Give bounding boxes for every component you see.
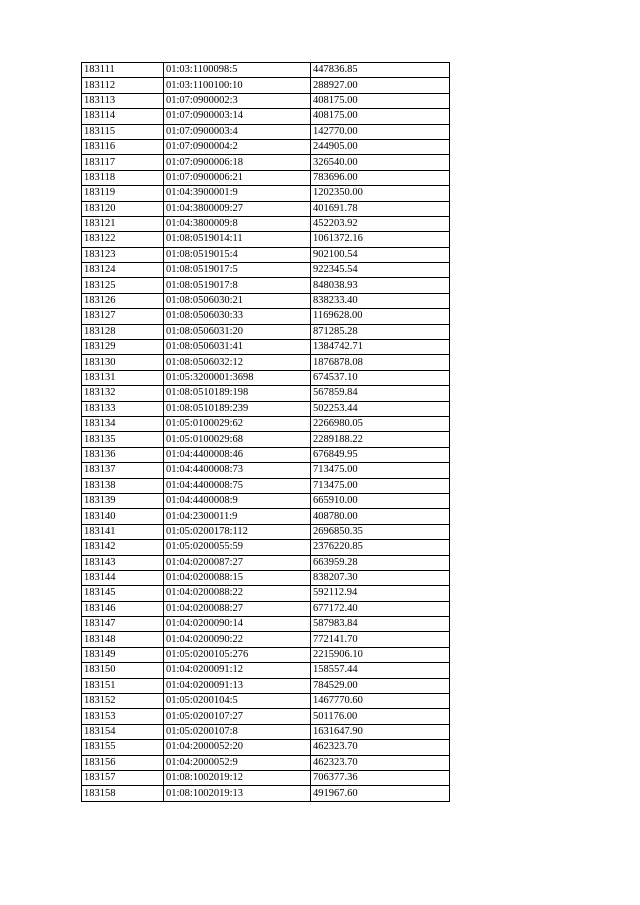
cadastral-number-cell: 01:04:0200091:13	[164, 678, 311, 693]
amount-cell: 663959.28	[311, 555, 450, 570]
amount-cell: 447836.85	[311, 63, 450, 78]
table-row	[82, 647, 450, 662]
amount-cell: 1169628.00	[311, 309, 450, 324]
amount-cell: 706377.36	[311, 770, 450, 785]
record-id-cell: 183129	[82, 340, 164, 355]
record-id-cell: 183120	[82, 201, 164, 216]
cadastral-number-cell: 01:07:0900002:3	[164, 93, 311, 108]
table-row	[82, 678, 450, 693]
record-id-cell: 183126	[82, 293, 164, 308]
table-row	[82, 586, 450, 601]
cadastral-number-cell: 01:04:4400008:73	[164, 463, 311, 478]
table-row	[82, 463, 450, 478]
table-row	[82, 139, 450, 154]
cadastral-number-cell: 01:07:0900006:18	[164, 155, 311, 170]
table-row	[82, 786, 450, 801]
cadastral-number-cell: 01:04:0200090:22	[164, 632, 311, 647]
amount-cell: 587983.84	[311, 617, 450, 632]
amount-cell: 288927.00	[311, 78, 450, 93]
record-id-cell: 183125	[82, 278, 164, 293]
amount-cell: 2266980.05	[311, 416, 450, 431]
cadastral-number-cell: 01:08:0519017:5	[164, 263, 311, 278]
amount-cell: 838233.40	[311, 293, 450, 308]
table-row	[82, 617, 450, 632]
amount-cell: 848038.93	[311, 278, 450, 293]
amount-cell: 665910.00	[311, 493, 450, 508]
table-row	[82, 293, 450, 308]
record-id-cell: 183112	[82, 78, 164, 93]
amount-cell: 567859.84	[311, 386, 450, 401]
record-id-cell: 183157	[82, 770, 164, 785]
cadastral-number-cell: 01:05:0200105:276	[164, 647, 311, 662]
records-table-body	[82, 63, 450, 802]
record-id-cell: 183136	[82, 447, 164, 462]
cadastral-number-cell: 01:08:0506031:20	[164, 324, 311, 339]
table-row	[82, 309, 450, 324]
cadastral-number-cell: 01:05:0200055:59	[164, 540, 311, 555]
cadastral-number-cell: 01:08:0506030:33	[164, 309, 311, 324]
record-id-cell: 183150	[82, 663, 164, 678]
table-row	[82, 416, 450, 431]
record-id-cell: 183149	[82, 647, 164, 662]
cadastral-number-cell: 01:08:1002019:13	[164, 786, 311, 801]
table-row	[82, 663, 450, 678]
cadastral-number-cell: 01:08:0510189:198	[164, 386, 311, 401]
cadastral-number-cell: 01:04:4400008:9	[164, 493, 311, 508]
amount-cell: 784529.00	[311, 678, 450, 693]
table-row	[82, 755, 450, 770]
cadastral-number-cell: 01:04:4400008:46	[164, 447, 311, 462]
record-id-cell: 183154	[82, 724, 164, 739]
record-id-cell: 183131	[82, 370, 164, 385]
cadastral-number-cell: 01:04:0200091:12	[164, 663, 311, 678]
table-row	[82, 401, 450, 416]
table-row	[82, 109, 450, 124]
record-id-cell: 183124	[82, 263, 164, 278]
record-id-cell: 183122	[82, 232, 164, 247]
amount-cell: 2376220.85	[311, 540, 450, 555]
table-row	[82, 509, 450, 524]
record-id-cell: 183145	[82, 586, 164, 601]
amount-cell: 2696850.35	[311, 524, 450, 539]
table-row	[82, 432, 450, 447]
table-row	[82, 570, 450, 585]
record-id-cell: 183158	[82, 786, 164, 801]
record-id-cell: 183133	[82, 401, 164, 416]
table-row	[82, 724, 450, 739]
cadastral-number-cell: 01:04:3800009:8	[164, 216, 311, 231]
record-id-cell: 183123	[82, 247, 164, 262]
amount-cell: 1631647.90	[311, 724, 450, 739]
amount-cell: 462323.70	[311, 755, 450, 770]
record-id-cell: 183147	[82, 617, 164, 632]
record-id-cell: 183144	[82, 570, 164, 585]
cadastral-number-cell: 01:05:0200107:27	[164, 709, 311, 724]
table-row	[82, 709, 450, 724]
table-row	[82, 247, 450, 262]
amount-cell: 713475.00	[311, 463, 450, 478]
cadastral-number-cell: 01:08:0519017:8	[164, 278, 311, 293]
record-id-cell: 183130	[82, 355, 164, 370]
cadastral-number-cell: 01:04:0200088:15	[164, 570, 311, 585]
cadastral-number-cell: 01:08:0519014:11	[164, 232, 311, 247]
table-row	[82, 740, 450, 755]
cadastral-number-cell: 01:04:0200088:27	[164, 601, 311, 616]
record-id-cell: 183118	[82, 170, 164, 185]
record-id-cell: 183153	[82, 709, 164, 724]
amount-cell: 401691.78	[311, 201, 450, 216]
amount-cell: 922345.54	[311, 263, 450, 278]
amount-cell: 902100.54	[311, 247, 450, 262]
cadastral-number-cell: 01:05:0200107:8	[164, 724, 311, 739]
table-row	[82, 540, 450, 555]
table-row	[82, 524, 450, 539]
record-id-cell: 183143	[82, 555, 164, 570]
table-row	[82, 493, 450, 508]
amount-cell: 1202350.00	[311, 186, 450, 201]
record-id-cell: 183134	[82, 416, 164, 431]
cadastral-number-cell: 01:07:0900006:21	[164, 170, 311, 185]
cadastral-number-cell: 01:07:0900003:4	[164, 124, 311, 139]
record-id-cell: 183152	[82, 694, 164, 709]
cadastral-number-cell: 01:04:0200090:14	[164, 617, 311, 632]
table-row	[82, 201, 450, 216]
table-row	[82, 694, 450, 709]
record-id-cell: 183117	[82, 155, 164, 170]
record-id-cell: 183116	[82, 139, 164, 154]
cadastral-number-cell: 01:05:0200104:5	[164, 694, 311, 709]
cadastral-number-cell: 01:07:0900004:2	[164, 139, 311, 154]
cadastral-number-cell: 01:05:3200001:3698	[164, 370, 311, 385]
record-id-cell: 183139	[82, 493, 164, 508]
cadastral-number-cell: 01:04:2300011:9	[164, 509, 311, 524]
amount-cell: 408175.00	[311, 93, 450, 108]
record-id-cell: 183140	[82, 509, 164, 524]
amount-cell: 676849.95	[311, 447, 450, 462]
table-row	[82, 155, 450, 170]
table-row	[82, 124, 450, 139]
record-id-cell: 183119	[82, 186, 164, 201]
table-row	[82, 93, 450, 108]
amount-cell: 326540.00	[311, 155, 450, 170]
table-row	[82, 447, 450, 462]
table-row	[82, 78, 450, 93]
record-id-cell: 183146	[82, 601, 164, 616]
cadastral-number-cell: 01:04:0200088:22	[164, 586, 311, 601]
table-row	[82, 555, 450, 570]
amount-cell: 592112.94	[311, 586, 450, 601]
record-id-cell: 183135	[82, 432, 164, 447]
table-row	[82, 370, 450, 385]
cadastral-number-cell: 01:04:4400008:75	[164, 478, 311, 493]
amount-cell: 408175.00	[311, 109, 450, 124]
record-id-cell: 183127	[82, 309, 164, 324]
record-id-cell: 183121	[82, 216, 164, 231]
amount-cell: 713475.00	[311, 478, 450, 493]
cadastral-number-cell: 01:08:0519015:4	[164, 247, 311, 262]
amount-cell: 502253.44	[311, 401, 450, 416]
cadastral-number-cell: 01:08:0506030:21	[164, 293, 311, 308]
table-row	[82, 324, 450, 339]
table-row	[82, 263, 450, 278]
cadastral-number-cell: 01:08:0506031:41	[164, 340, 311, 355]
amount-cell: 408780.00	[311, 509, 450, 524]
cadastral-number-cell: 01:03:1100100:10	[164, 78, 311, 93]
record-id-cell: 183115	[82, 124, 164, 139]
table-row	[82, 386, 450, 401]
amount-cell: 838207.30	[311, 570, 450, 585]
table-row	[82, 478, 450, 493]
record-id-cell: 183142	[82, 540, 164, 555]
record-id-cell: 183114	[82, 109, 164, 124]
amount-cell: 244905.00	[311, 139, 450, 154]
table-row	[82, 186, 450, 201]
amount-cell: 783696.00	[311, 170, 450, 185]
cadastral-number-cell: 01:04:2000052:9	[164, 755, 311, 770]
amount-cell: 1876878.08	[311, 355, 450, 370]
amount-cell: 871285.28	[311, 324, 450, 339]
cadastral-number-cell: 01:08:0510189:239	[164, 401, 311, 416]
record-id-cell: 183141	[82, 524, 164, 539]
table-row	[82, 601, 450, 616]
amount-cell: 501176.00	[311, 709, 450, 724]
cadastral-number-cell: 01:07:0900003:14	[164, 109, 311, 124]
amount-cell: 2289188.22	[311, 432, 450, 447]
amount-cell: 1467770.60	[311, 694, 450, 709]
table-row	[82, 278, 450, 293]
cadastral-number-cell: 01:05:0100029:62	[164, 416, 311, 431]
amount-cell: 674537.10	[311, 370, 450, 385]
record-id-cell: 183155	[82, 740, 164, 755]
record-id-cell: 183137	[82, 463, 164, 478]
table-row	[82, 340, 450, 355]
table-row	[82, 355, 450, 370]
amount-cell: 462323.70	[311, 740, 450, 755]
amount-cell: 491967.60	[311, 786, 450, 801]
record-id-cell: 183128	[82, 324, 164, 339]
cadastral-number-cell: 01:03:1100098:5	[164, 63, 311, 78]
cadastral-number-cell: 01:08:1002019:12	[164, 770, 311, 785]
record-id-cell: 183132	[82, 386, 164, 401]
record-id-cell: 183138	[82, 478, 164, 493]
table-row	[82, 632, 450, 647]
cadastral-number-cell: 01:05:0200178:112	[164, 524, 311, 539]
cadastral-number-cell: 01:04:2000052:20	[164, 740, 311, 755]
table-row	[82, 232, 450, 247]
amount-cell: 677172.40	[311, 601, 450, 616]
table-row	[82, 216, 450, 231]
table-row	[82, 170, 450, 185]
cadastral-number-cell: 01:04:0200087:27	[164, 555, 311, 570]
table-row	[82, 770, 450, 785]
table-row	[82, 63, 450, 78]
amount-cell: 2215906.10	[311, 647, 450, 662]
amount-cell: 158557.44	[311, 663, 450, 678]
record-id-cell: 183156	[82, 755, 164, 770]
amount-cell: 1061372.16	[311, 232, 450, 247]
cadastral-number-cell: 01:05:0100029:68	[164, 432, 311, 447]
record-id-cell: 183111	[82, 63, 164, 78]
record-id-cell: 183113	[82, 93, 164, 108]
amount-cell: 1384742.71	[311, 340, 450, 355]
cadastral-number-cell: 01:04:3900001:9	[164, 186, 311, 201]
cadastral-number-cell: 01:08:0506032:12	[164, 355, 311, 370]
amount-cell: 142770.00	[311, 124, 450, 139]
records-table	[81, 62, 450, 802]
record-id-cell: 183151	[82, 678, 164, 693]
amount-cell: 772141.70	[311, 632, 450, 647]
record-id-cell: 183148	[82, 632, 164, 647]
amount-cell: 452203.92	[311, 216, 450, 231]
cadastral-number-cell: 01:04:3800009:27	[164, 201, 311, 216]
